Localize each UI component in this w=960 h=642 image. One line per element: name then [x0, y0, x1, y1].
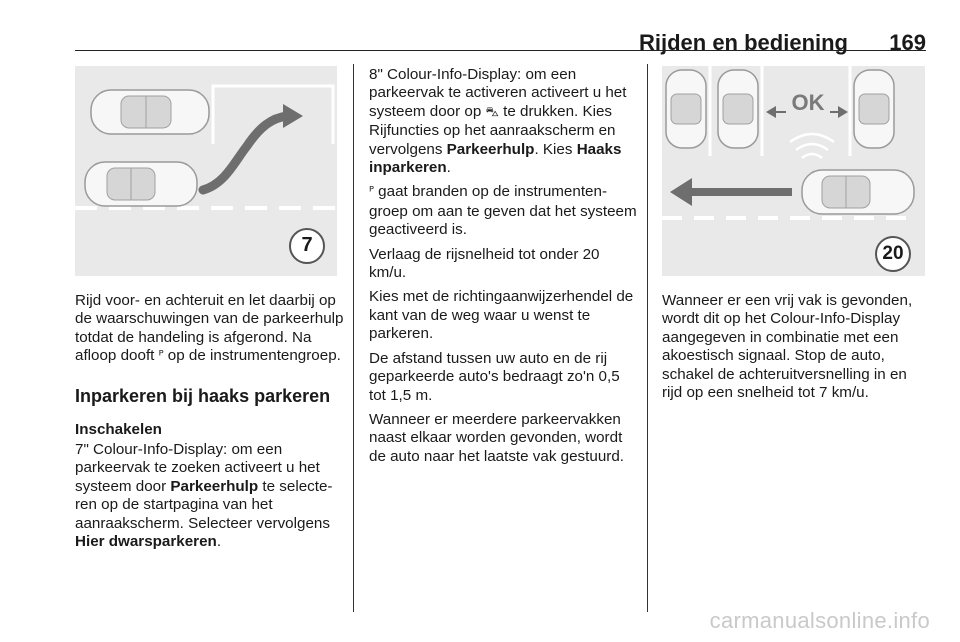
header-rule — [75, 50, 926, 51]
paragraph-multiple-spaces: Wanneer er meerdere parkeervakken naast elkaar worden gevonden, wordt de auto naar het laatste vak gestuurd. — [369, 410, 624, 465]
column-divider-1 — [353, 64, 354, 612]
column-divider-2 — [647, 64, 648, 612]
subheading-activate: Inschakelen — [75, 420, 162, 438]
section-title: Rijden en bediening — [638, 30, 848, 55]
paragraph-speed: Verlaag de rijsnelheid tot onder 20 km/u. — [369, 245, 600, 282]
column-1 — [75, 292, 347, 557]
paragraph-maneuver: Rijd voor- en achteruit en let daarbij op de waarschuwingen van de parkeerhulp totdat de handeling is afgerond. Na afloop dooft ᴾ op de instrumentengroep. — [75, 292, 344, 365]
paragraph-distance: De afstand tussen uw auto en de rij geparkeerde auto's bedraagt zo'n 0,5 tot 1,5 m. — [369, 349, 620, 404]
paragraph-indicator: ᴾ gaat branden op de instrumentengroep om aan te geven dat het systeem geactiveerd is. — [369, 183, 637, 239]
paragraph-space-found: Wanneer er een vrij vak is gevonden, wordt dit op het Colour-Info-Display aangegeven in combinatie met een akoestisch signaal. Stop de auto, schakel de achteruitversnelling in en rijd op een snelheid tot 7 km/u. — [662, 292, 913, 402]
parking-assist-icon: ᴾ — [369, 185, 374, 201]
figure-number-20: 20 — [882, 243, 904, 264]
paragraph-8inch-display: 8" Colour-Info-Display: om een parkeervak te activeren activeert u het systeem door op ⛍ te drukken. Kies Rijfuncties op het aanraakscherm en vervolgens Parkeerhulp. Kies Haaks inparkeren. — [369, 66, 627, 177]
paragraph-turn-signal: Kies met de richtingaanwijzerhendel de kant van de weg waar u wenst te parkeren. — [369, 288, 634, 343]
moving-car-icon — [802, 170, 914, 214]
moving-car-icon — [85, 162, 197, 206]
section-heading: Inparkeren bij haaks parkeren — [75, 385, 331, 406]
car-icon: ⛍ — [485, 104, 499, 120]
ok-label: OK — [791, 90, 825, 115]
paragraph-7inch-display: 7" Colour-Info-Display: om een parkeervak te zoeken activeert u het systeem door Parkeerhulp te selecteren op de startpagina van het aanraakscherm. Selecteer vervolgens Hier dwarsparkeren. — [75, 441, 333, 551]
figure-number-7: 7 — [301, 234, 313, 256]
parking-assist-icon: ᴾ — [158, 349, 164, 365]
figure-parking-space-detected — [662, 66, 925, 276]
column-3 — [662, 292, 930, 408]
parked-car-icon — [91, 90, 209, 134]
column-2 — [369, 66, 639, 472]
figure-perpendicular-parking-maneuver — [75, 66, 337, 276]
page-number: 169 — [889, 30, 926, 55]
watermark: carmanualsonline.info — [709, 608, 930, 633]
